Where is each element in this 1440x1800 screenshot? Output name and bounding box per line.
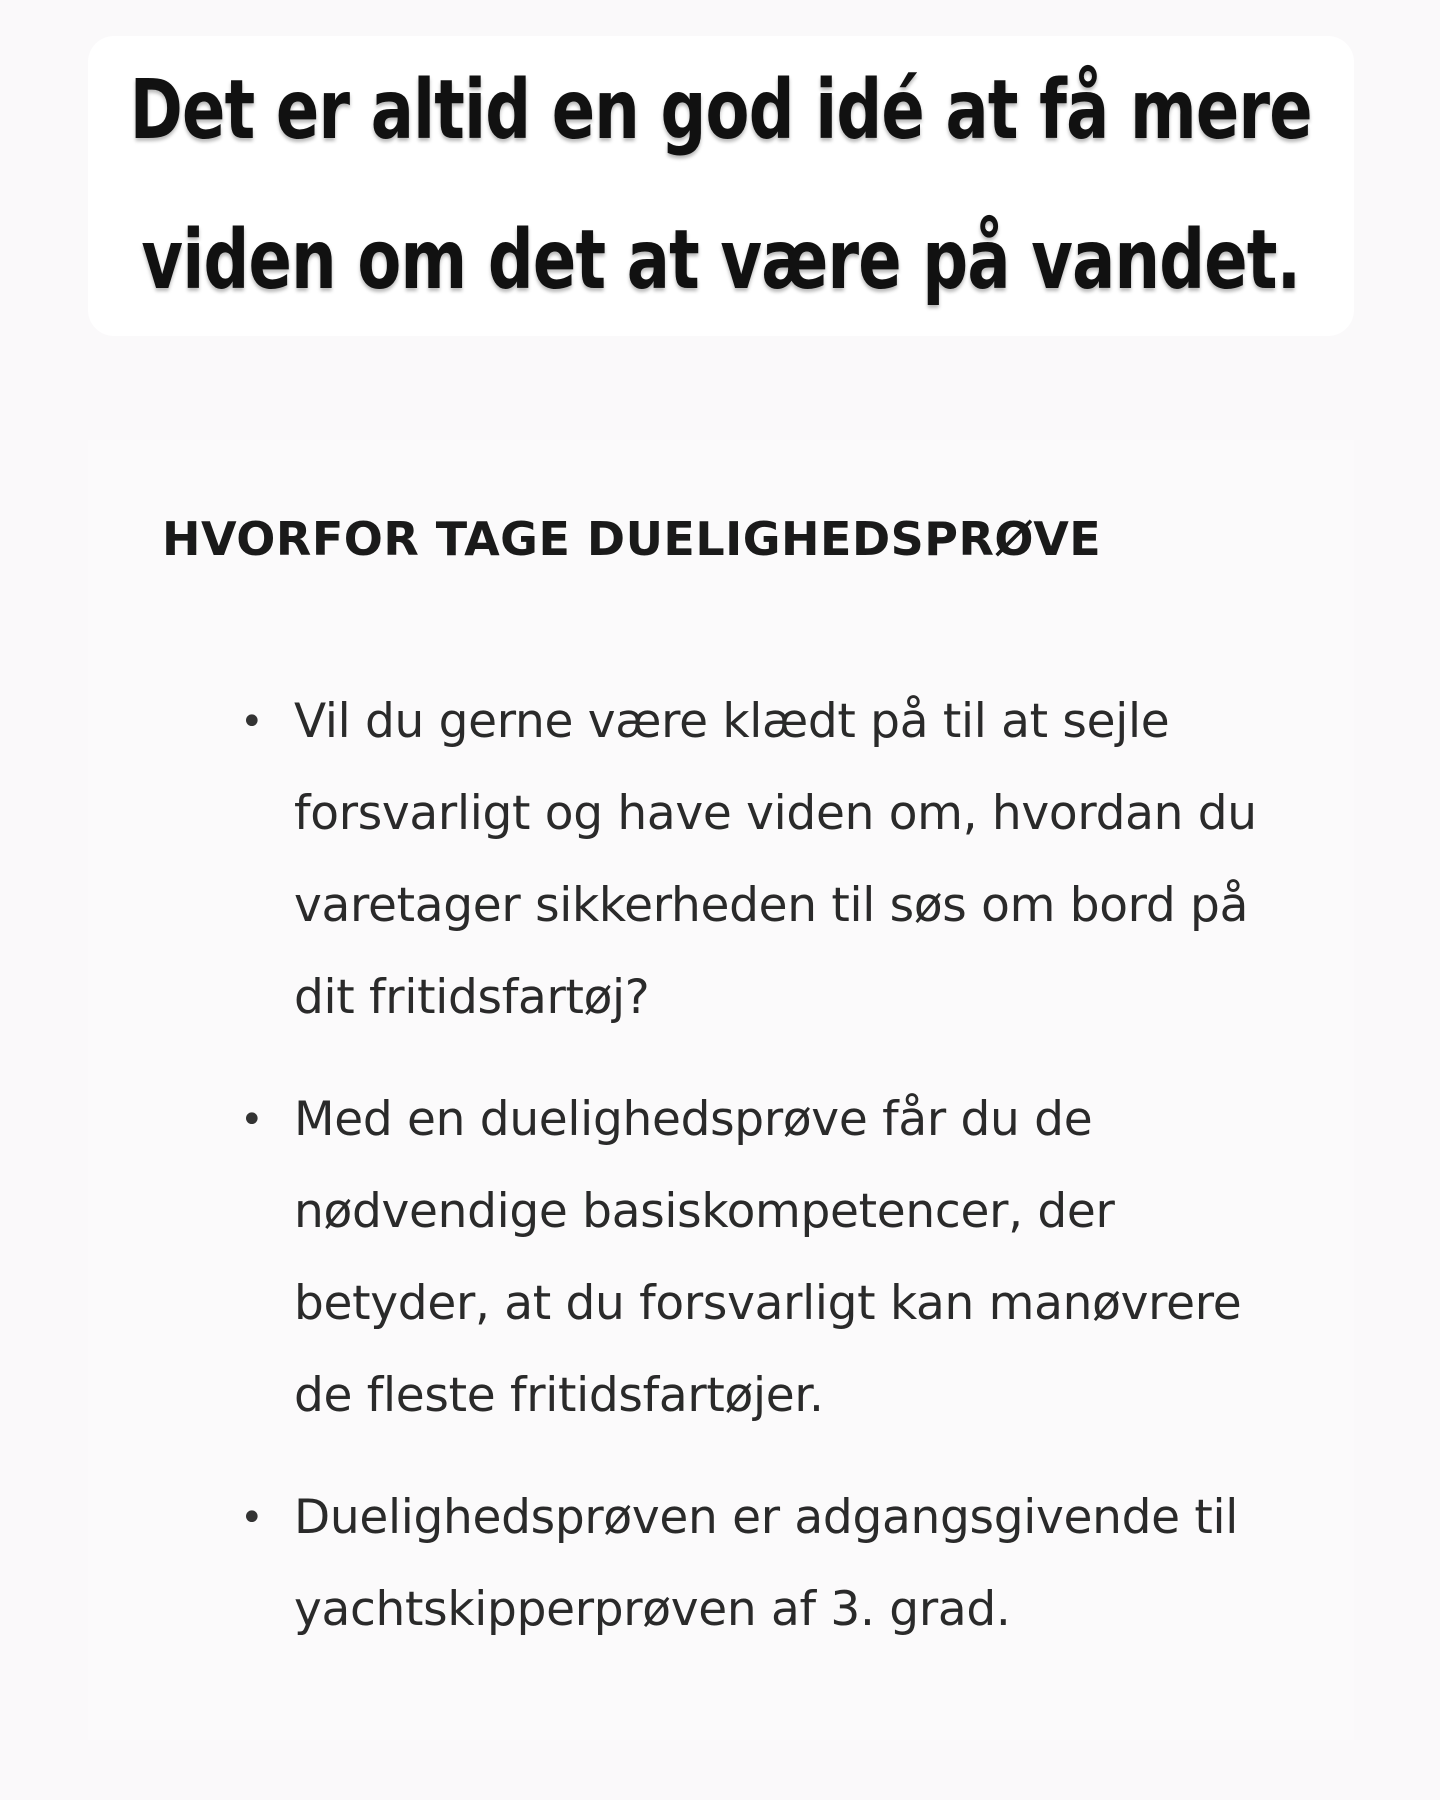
list-item [240,1074,1300,1442]
list-item [240,1472,1300,1656]
headline-banner [88,36,1354,336]
bullet-icon: • [240,1097,264,1143]
list-item-text: Vil du gerne være klædt på til at sejle forsvarligt og have viden om, hvordan du varetager sikkerheden til søs om bord på dit fritidsfartøj? [294,694,1257,1025]
bullet-list [240,676,1300,1686]
section-heading: HVORFOR TAGE DUELIGHEDSPRØVE [162,512,1102,566]
headline-line-2: viden om det at være på vandet. [141,213,1301,308]
headline-line-1: Det er altid en god idé at få mere [129,63,1313,158]
list-item-text: Duelighedsprøven er adgangsgivende til yachtskipperprøven af 3. grad. [294,1490,1239,1637]
bullet-icon: • [240,1495,264,1541]
bullet-icon: • [240,699,264,745]
list-item-text: Med en duelighedsprøve får du de nødvendige basiskompetencer, der betyder, at du forsvarligt kan manøvrere de fleste fritidsfartøjer. [294,1092,1242,1423]
list-item [240,676,1300,1044]
